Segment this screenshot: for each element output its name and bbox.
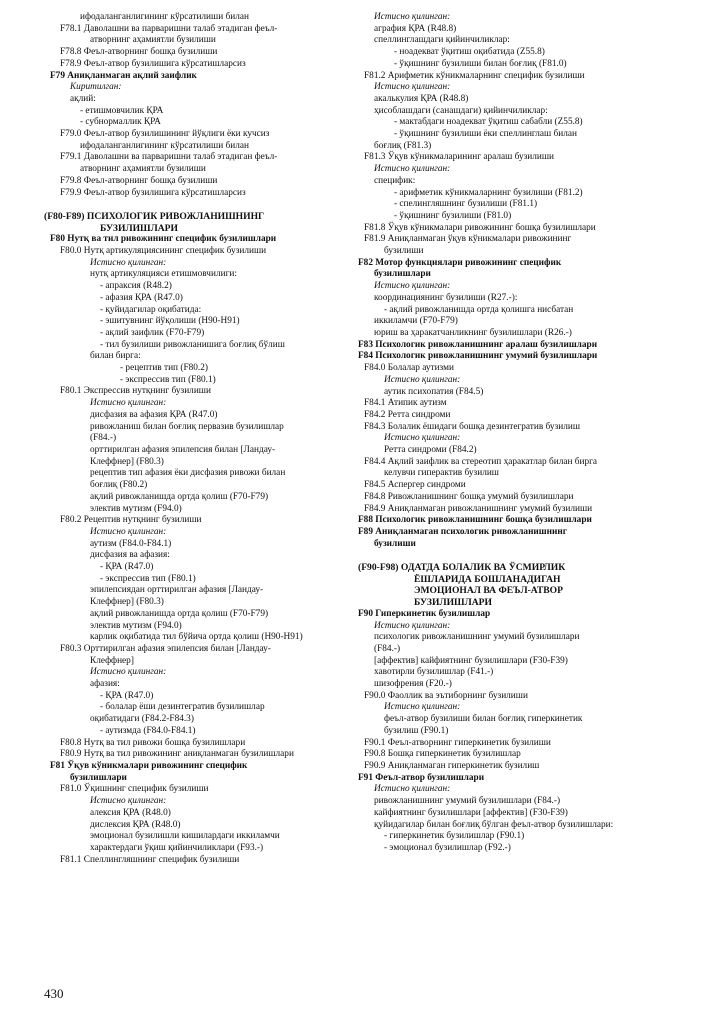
entry-line: F84.0 Болалар аутизми [364, 363, 454, 374]
entry-line: эпилепсиядан орттирилган афазия [Ландау- [90, 585, 264, 596]
entry-line: F81.3 Ўқув кўникмаларининг аралаш бузилиши [364, 152, 554, 163]
entry-line: ҳисоблашдаги (санашдаги) қийинчиликлар: [374, 105, 548, 116]
right-column [358, 12, 680, 855]
category-heading: бузилишлари [70, 772, 127, 783]
note-label: Истисно қилинган: [374, 12, 451, 22]
entry-line: F80.8 Нутқ ва тил ривожи бошқа бузилишлари [60, 737, 246, 748]
entry-line: координациянинг бузилиши (R27.-): [374, 292, 518, 303]
page-number: 430 [44, 986, 64, 1001]
spacer [358, 550, 680, 562]
entry-line: - ақлий заифлик (F70-F79) [100, 327, 205, 338]
entry-line: атворнинг аҳамиятли бузилиши [90, 35, 216, 46]
entry-line: алексия ҚРА (R48.0) [90, 807, 171, 818]
entry-line: - мактабдаги ноадекват ўқитиш сабабли (Z55.8) [394, 117, 583, 128]
entry-line: F80.3 Орттирилган афазия эпилепсия билан [Ландау- [60, 643, 271, 654]
note-label: Истисно қилинган: [90, 526, 167, 537]
entry-line: аутизм (F84.0-F84.1) [90, 538, 172, 549]
category-heading: бузилиши [374, 538, 416, 549]
entry-line: (F84.-) [90, 433, 117, 444]
entry-line: акалькулия ҚРА (R48.8) [374, 93, 469, 104]
entry-line: F84.5 Аспергер синдроми [364, 480, 466, 491]
entry-line: F84.8 Ривожланишнинг бошқа умумий бузилишлари [364, 491, 574, 502]
note-label: Истисно қилинган: [90, 257, 167, 268]
entry-line: F79.0 Феъл-атвор бузилишининг йўқлиги ёки кучсиз [60, 129, 270, 140]
note-label: Истисно қилинган: [384, 374, 461, 385]
note-label: Киритилган: [70, 82, 122, 93]
entry-line: F90.0 Фаоллик ва эътиборнинг бузилиши [364, 690, 528, 701]
section-heading: ЁШЛАРИДА БОШЛАНАДИГАН [414, 573, 561, 585]
entry-line: орттирилган афазия эпилепсия билан [Ландау- [90, 445, 276, 455]
entry-line: F81.9 Аниқланмаган ўқув кўникмалари ривожининг [364, 234, 572, 245]
entry-line: F80.0 Нутқ артикуляциясининг специфик бузилиши [60, 246, 267, 257]
entry-line: хавотирли бузилишлар (F41.-) [374, 667, 494, 678]
entry-line: психологик ривожланишнинг умумий бузилишлари [374, 632, 580, 643]
category-heading: F89 Аниқланмаган психологик ривожланишнинг [358, 526, 567, 537]
entry-line: дисфазия ва афазия: [90, 550, 170, 561]
entry-line: спеллинглашдаги қийинчиликлар: [374, 35, 510, 46]
category-heading: F88 Психологик ривожланишнинг бошқа бузилишлари [358, 515, 592, 526]
category-heading: бузилишлари [374, 269, 431, 280]
entry-line: дисфазия ва афазия ҚРА (R47.0) [90, 409, 218, 420]
entry-line: - гиперкинетик бузилишлар (F90.1) [384, 831, 525, 842]
note-label: Истисно қилинган: [374, 82, 451, 93]
entry-line: - ўқишнинг бузилиши ёки спеллинглаш билан [394, 129, 577, 140]
category-heading: F83 Психологик ривожланишнинг аралаш бузилишлари [358, 339, 598, 350]
entry-line: F90.8 Бошқа гиперкинетик бузилишлар [364, 749, 521, 760]
entry-line: F79.9 Феъл-атвор бузилишига кўрсатишларсиз [60, 187, 246, 198]
entry-line: - эшитувнинг йўқолиши (H90-H91) [100, 316, 240, 327]
entry-line: - қуйидагилар оқибатида: [100, 304, 202, 315]
note-label: Истисно қилинган: [374, 281, 451, 292]
entry-line: ақлий ривожланишда ортда қолиш (F70-F79) [90, 491, 269, 502]
category-heading: F80 Нутқ ва тил ривожининг специфик бузилишлари [50, 234, 277, 245]
left-column [44, 12, 348, 866]
section-heading: БУЗИЛИШЛАРИ [100, 222, 178, 234]
entry-line: ифодаланганлигининг кўрсатилиши билан [80, 12, 249, 22]
section-heading: ЭМОЦИОНАЛ ВА ФЕЪЛ-АТВОР [414, 585, 563, 597]
entry-line: карлик оқибатида тил бўйича ортда қолиш (H90-H91) [90, 632, 303, 643]
entry-line: аутик психопатия (F84.5) [384, 386, 484, 397]
entry-line: - спелингляшнинг бузилиши (F81.1) [394, 199, 538, 210]
category-heading: F91 Феъл-атвор бузилишлари [358, 772, 485, 783]
entry-line: боғлиқ (F81.3) [374, 140, 432, 151]
entry-line: ривожланишнинг умумий бузилишлари (F84.-) [374, 796, 561, 807]
entry-line: Клеффнер] (F80.3) [90, 597, 164, 608]
entry-line: оқибатидаги (F84.2-F84.3) [90, 714, 194, 725]
entry-line: - ҚРА (R47.0) [100, 562, 154, 573]
entry-line: Ретта синдроми (F84.2) [384, 445, 477, 456]
entry-line: - етишмовчилик ҚРА [80, 105, 164, 116]
entry-line: F78.9 Феъл-атвор бузилишига кўрсатишларсиз [60, 58, 246, 69]
entry-line: специфик: [374, 175, 416, 186]
entry-line: - болалар ёши дезинтегратив бузилишлар [100, 702, 265, 713]
entry-line: иккиламчи (F70-F79) [374, 316, 458, 327]
entry-line: юриш ва ҳаракатчанликнинг бузилишлари (R26.-) [374, 327, 572, 338]
entry-line: (F84.-) [374, 643, 401, 654]
entry-line: ривожланиш билан боғлиқ первазив бузилишлар [90, 421, 284, 432]
entry-line: - афазия ҚРА (R47.0) [100, 292, 183, 303]
entry-line: афазия: [90, 679, 120, 690]
entry-line: келувчи гиперактив бузилиш [384, 468, 499, 479]
entry-line: - рецептив тип (F80.2) [120, 363, 208, 374]
spacer [44, 199, 348, 211]
entry-line: F81.0 Ўқишнинг специфик бузилиши [60, 784, 209, 795]
category-heading: F82 Мотор функциялари ривожининг специфик [358, 257, 562, 268]
entry-line: F78.8 Феъл-атворнинг бошқа бузилиши [60, 47, 218, 58]
entry-line: электив мутизм (F94.0) [90, 503, 182, 514]
note-label: Истисно қилинган: [90, 667, 167, 678]
category-heading: F90 Гиперкинетик бузилишлар [358, 608, 491, 619]
entry-line: қуйидагилар билан боғлиқ бўлган феъл-атвор бузилишлари: [374, 819, 614, 830]
entry-line: кайфиятнинг бузилишлари [аффектив] (F30-F39) [374, 807, 568, 818]
note-label: Истисно қилинган: [384, 702, 461, 713]
entry-line: ифодаланганлигининг кўрсатилиши билан [80, 140, 249, 151]
section-heading: (F80-F89) ПСИХОЛОГИК РИВОЖЛАНИШНИНГ [44, 210, 265, 222]
entry-line: электив мутизм (F94.0) [90, 620, 182, 631]
entry-line: нутқ артикуляцияси етишмовчилиги: [90, 269, 237, 280]
entry-line: боғлиқ (F80.2) [90, 480, 148, 491]
entry-line: [аффектив] кайфиятнинг бузилишлари (F30-F39) [374, 655, 568, 666]
entry-line: F84.3 Болалик ёшидаги бошқа дезинтегратив бузилиш [364, 421, 580, 432]
entry-line: - ҚРА (R47.0) [100, 690, 154, 701]
entry-line: Клеффнер] (F80.3) [90, 456, 164, 467]
entry-line: дислексия ҚРА (R48.0) [90, 819, 181, 830]
entry-line: билан бирга: [90, 351, 141, 362]
entry-line: характердаги ўқиш қийинчиликлари (F93.-) [90, 842, 264, 853]
entry-line: F80.2 Рецептив нутқнинг бузилиши [60, 515, 202, 526]
entry-line: F84.1 Атипик аутизм [364, 398, 447, 409]
entry-line: эмоционал бузилишли кишилардаги иккиламчи [90, 831, 280, 842]
entry-line: - субнормаллик ҚРА [80, 117, 161, 128]
note-label: Истисно қилинган: [374, 784, 451, 795]
note-label: Истисно қилинган: [374, 620, 451, 631]
entry-line: - апраксия (R48.2) [100, 281, 172, 292]
entry-line: - тил бузилиши ривожланишига боғлиқ бўлиш [100, 339, 285, 350]
entry-line: F90.1 Феъл-атворнинг гиперкинетик бузилиши [364, 737, 551, 748]
entry-line: - ақлий ривожланишда ортда қолишга нисбатан [384, 304, 574, 315]
entry-line: атворнинг аҳамиятли бузилиши [80, 164, 206, 175]
entry-line: - ўқишнинг бузилиши (F81.0) [394, 210, 512, 221]
entry-line: ақлий: [70, 93, 96, 104]
category-heading: F81 Ўқув кўникмалари ривожининг специфик [50, 760, 248, 771]
entry-line: - арифметик кўникмаларнинг бузилиши (F81.2) [394, 187, 583, 198]
category-heading: F79 Аниқланмаган ақлий заифлик [50, 70, 197, 81]
entry-line: F90.9 Аниқланмаган гиперкинетик бузилиш [364, 760, 540, 771]
entry-line: F81.8 Ўқув кўникмалари ривожининг бошқа бузилишлари [364, 222, 596, 233]
category-heading: F84 Психологик ривожланишнинг умумий бузилишлари [358, 351, 598, 362]
entry-line: бузилиши [384, 246, 424, 257]
entry-line: F80.1 Экспрессив нутқнинг бузилиши [60, 386, 211, 397]
entry-line: феъл-атвор бузилиши билан боғлиқ гиперкинетик [384, 714, 583, 725]
entry-line: - ноадекват ўқитиш оқибатида (Z55.8) [394, 47, 545, 58]
entry-line: - экспрессив тип (F80.1) [100, 573, 196, 584]
entry-line: F79.1 Даволашни ва парваришни талаб этадиган феъл- [60, 152, 278, 163]
note-label: Истисно қилинган: [90, 398, 167, 409]
entry-line: - аутизмда (F84.0-F84.1) [100, 725, 196, 736]
entry-line: F84.4 Ақлий заифлик ва стереотип ҳаракатлар билан бирга [364, 456, 598, 467]
entry-line: бузилиш (F90.1) [384, 725, 449, 736]
entry-line: рецептив тип афазия ёки дисфазия ривожи билан [90, 468, 286, 479]
entry-line: - эмоционал бузилишлар (F92.-) [384, 842, 511, 853]
entry-line: F84.9 Аниқланмаган ривожланишнинг умумий бузилиши [364, 503, 593, 514]
section-heading: (F90-F98) ОДАТДА БОЛАЛИК ВА ЎСМИРЛИК [358, 562, 566, 574]
entry-line: - ўқишнинг бузилиши билан боғлиқ (F81.0) [394, 58, 567, 69]
entry-line: F84.2 Ретта синдроми [364, 409, 451, 420]
entry-line: ақлий ривожланишда ортда қолиш (F70-F79) [90, 608, 269, 619]
entry-line: F80.9 Нутқ ва тил ривожининг аниқланмаган бузилишлари [60, 749, 294, 760]
entry-line: - экспрессив тип (F80.1) [120, 374, 216, 385]
entry-line: F78.1 Даволашни ва парваришни талаб этадиган феъл- [60, 23, 278, 34]
entry-line: F81.1 Спеллингляшнинг специфик бузилиши [60, 854, 240, 865]
note-label: Истисно қилинган: [384, 433, 461, 444]
entry-line: F81.2 Арифметик кўникмаларнинг специфик бузилиши [364, 70, 585, 81]
entry-line: шизофрения (F20.-) [374, 679, 452, 690]
entry-line: аграфия ҚРА (R48.8) [374, 23, 457, 34]
note-label: Истисно қилинган: [374, 164, 451, 175]
entry-line: F79.8 Феъл-атворнинг бошқа бузилиши [60, 175, 218, 186]
section-heading: БУЗИЛИШЛАРИ [414, 597, 492, 609]
entry-line: Клеффнер] [90, 655, 134, 666]
note-label: Истисно қилинган: [90, 796, 167, 807]
